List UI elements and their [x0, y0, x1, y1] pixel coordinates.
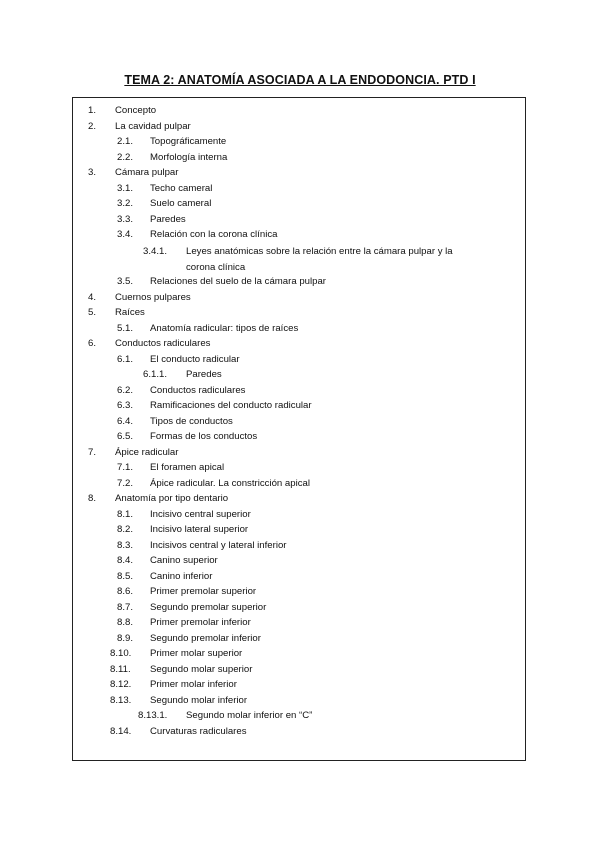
toc-item-number: 8.12. — [110, 679, 132, 690]
toc-item-text: La cavidad pulpar — [115, 120, 191, 132]
toc-item-number: 4. — [88, 291, 97, 303]
toc-item-text: Raíces — [115, 307, 145, 318]
toc-item-number: 6.3. — [117, 400, 134, 411]
toc-item-number: 6.4. — [117, 415, 134, 427]
toc-item-text: Ápice radicular — [115, 446, 179, 458]
toc-item-text: Formas de los conductos — [150, 431, 258, 442]
toc-item-text: Cámara pulpar — [115, 167, 179, 178]
toc-item-text: Primer molar inferior — [150, 679, 237, 690]
toc-item-text: El conducto radicular — [150, 353, 240, 365]
toc-item-number: 2.1. — [117, 136, 134, 147]
toc-item-text: Cuernos pulpares — [115, 291, 191, 303]
toc-item-number: 2.2. — [117, 151, 134, 163]
toc-item-number: 3.4. — [117, 229, 134, 240]
toc-item-number: 8.9. — [117, 632, 134, 644]
toc-item-number: 3.5. — [117, 276, 134, 287]
toc-item-number: 8.11. — [110, 663, 131, 675]
toc-item-text: El foramen apical — [150, 462, 225, 473]
toc-item-text: Relaciones del suelo de la cámara pulpar — [150, 276, 326, 287]
toc-item-number: 8.13.1. — [138, 710, 168, 721]
toc-item-text: Curvaturas radiculares — [150, 725, 247, 737]
toc-item-text: Conductos radiculares — [115, 338, 211, 349]
toc-item-number: 6.5. — [117, 431, 134, 442]
toc-item-text: Ápice radicular. La constricción apical — [150, 477, 310, 489]
toc-item-number: 8.13. — [110, 694, 132, 706]
toc-item-text: Conductos radiculares — [150, 384, 246, 396]
toc-item-number: 3.1. — [117, 182, 134, 194]
toc-item-text: Leyes anatómicas sobre la relación entre la cámara pulpar y la corona clínica — [186, 246, 453, 273]
toc-item-number: 7. — [88, 446, 97, 458]
toc-item-text: Segundo molar inferior — [150, 694, 248, 706]
toc-item-number: 8.2. — [117, 524, 134, 535]
toc-item-text: Primer premolar inferior — [150, 617, 251, 628]
toc-item-number: 8.1. — [117, 508, 134, 520]
toc-item-number: 7.2. — [117, 477, 134, 489]
toc-item-text: Anatomía por tipo dentario — [115, 493, 229, 504]
toc-item-text: Segundo molar superior — [150, 663, 253, 675]
toc-item-text: Anatomía radicular: tipos de raíces — [150, 322, 299, 334]
toc-item-number: 8.4. — [117, 555, 134, 566]
toc-item-text: Techo cameral — [150, 182, 213, 194]
toc-item-number: 8.14. — [110, 725, 132, 737]
toc-item-number: 2. — [88, 120, 97, 132]
toc-item-number: 8.6. — [117, 586, 134, 597]
toc-item-text: Primer molar superior — [150, 648, 243, 659]
toc-item-text: Segundo molar inferior en “C” — [186, 710, 313, 721]
toc-item-text: Canino superior — [150, 555, 218, 566]
toc-item-number: 7.1. — [117, 462, 134, 473]
toc-item-number: 6.1. — [117, 353, 134, 365]
toc-item-text: Segundo premolar inferior — [150, 632, 261, 644]
toc-item-text: Canino inferior — [150, 570, 213, 582]
toc-item-text: Tipos de conductos — [150, 415, 233, 427]
toc-item-number: 8.10. — [110, 648, 132, 659]
toc-item-text: Topográficamente — [150, 136, 227, 147]
toc-item-number: 6.1.1. — [143, 369, 168, 380]
toc-item-text: Suelo cameral — [150, 198, 212, 209]
toc-item-text: Incisivo central superior — [150, 508, 251, 520]
toc-item-number: 8. — [88, 493, 97, 504]
toc-item-number: 6. — [88, 338, 97, 349]
toc-item-number: 3.4.1. — [143, 246, 168, 257]
toc-item-number: 8.8. — [117, 617, 134, 628]
toc-item-text: Primer premolar superior — [150, 586, 257, 597]
toc-item-number: 6.2. — [117, 384, 134, 396]
toc-item-text: Paredes — [186, 369, 222, 380]
toc-item-number: 8.3. — [117, 539, 134, 551]
toc-item-text: Ramificaciones del conducto radicular — [150, 400, 312, 411]
page-title: TEMA 2: ANATOMÍA ASOCIADA A LA ENDODONCIA. PTD I — [124, 73, 476, 87]
toc-item-number: 8.7. — [117, 601, 134, 613]
toc-item-text: Segundo premolar superior — [150, 601, 267, 613]
toc-item-number: 5. — [88, 307, 97, 318]
toc-item-number: 3.2. — [117, 198, 134, 209]
toc-item-number: 8.5. — [117, 570, 134, 582]
toc-item-text: Incisivos central y lateral inferior — [150, 539, 287, 551]
toc-item-text: Paredes — [150, 213, 186, 225]
toc-item-number: 3.3. — [117, 213, 134, 225]
toc-item-text: Relación con la corona clínica — [150, 229, 278, 240]
toc-item-number: 1. — [88, 105, 97, 116]
toc-frame — [72, 97, 526, 761]
toc-item-number: 3. — [88, 167, 97, 178]
toc-item-text: Incisivo lateral superior — [150, 524, 249, 535]
toc-item-number: 5.1. — [117, 322, 134, 334]
toc-item-text: Morfología interna — [150, 151, 228, 163]
toc-item-text: Concepto — [115, 105, 157, 116]
